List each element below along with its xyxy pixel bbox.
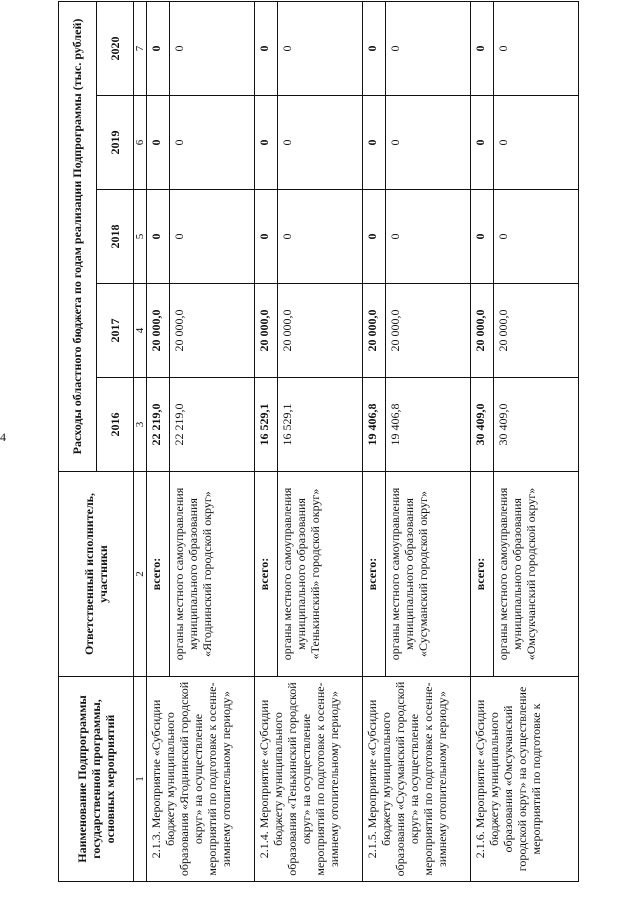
executor: органы местного самоуправления муниципального образования «Тенькинский» городской округ» <box>278 472 363 677</box>
header-name: Наименование Подпрограммы государственной программы, основных мероприятий <box>59 677 134 882</box>
rotated-page <box>58 2 618 882</box>
executor: органы местного самоуправления муниципального образования «Омсукчанский городской округ» <box>494 472 579 677</box>
exec-value: 0 <box>170 190 255 284</box>
expenses-table <box>58 1 579 882</box>
table-row <box>255 1 278 881</box>
column-number: 1 <box>134 677 147 882</box>
exec-value: 30 409,0 <box>494 378 579 472</box>
exec-value: 0 <box>386 1 471 95</box>
exec-value: 16 529,1 <box>278 378 363 472</box>
exec-value: 20 000,0 <box>386 284 471 378</box>
total-value: 0 <box>147 96 170 190</box>
exec-value: 22 219,0 <box>170 378 255 472</box>
exec-value: 0 <box>494 1 579 95</box>
exec-value: 0 <box>386 190 471 284</box>
header-expenses: Расходы областного бюджета по годам реализации Подпрограммы (тыс. рублей) <box>59 1 97 471</box>
total-label: всего: <box>471 472 494 677</box>
year-header: 2017 <box>96 284 134 378</box>
year-header: 2018 <box>96 190 134 284</box>
exec-value: 0 <box>494 190 579 284</box>
total-label: всего: <box>363 472 386 677</box>
total-value: 0 <box>255 96 278 190</box>
total-value: 0 <box>147 1 170 95</box>
total-label: всего: <box>255 472 278 677</box>
total-value: 19 406,8 <box>363 378 386 472</box>
column-number-row <box>134 1 147 881</box>
exec-value: 0 <box>494 96 579 190</box>
executor: органы местного самоуправления муниципального образования «Ягоднинский городской округ» <box>170 472 255 677</box>
exec-value: 20 000,0 <box>170 284 255 378</box>
year-header: 2016 <box>96 378 134 472</box>
column-number: 7 <box>134 1 147 95</box>
total-value: 16 529,1 <box>255 378 278 472</box>
exec-value: 20 000,0 <box>278 284 363 378</box>
total-value: 20 000,0 <box>147 284 170 378</box>
total-value: 0 <box>363 1 386 95</box>
exec-value: 20 000,0 <box>494 284 579 378</box>
exec-value: 0 <box>386 96 471 190</box>
column-number: 5 <box>134 190 147 284</box>
total-value: 0 <box>147 190 170 284</box>
measure-name: 2.1.5. Мероприятие «Субсидии бюджету муниципального образования «Сусуманский городской округ» на осуществление мероприятий по подготовке к осенне-зимнему отопительному периоду» <box>363 677 471 882</box>
header-row <box>59 1 97 881</box>
exec-value: 19 406,8 <box>386 378 471 472</box>
total-value: 0 <box>363 96 386 190</box>
total-value: 20 000,0 <box>363 284 386 378</box>
total-value: 0 <box>471 1 494 95</box>
table-row <box>471 1 494 881</box>
total-value: 20 000,0 <box>471 284 494 378</box>
total-label: всего: <box>147 472 170 677</box>
total-value: 0 <box>363 190 386 284</box>
table-row <box>147 1 170 881</box>
year-header: 2020 <box>96 1 134 95</box>
measure-name: 2.1.4. Мероприятие «Субсидии бюджету муниципального образования «Тенькинский городской округ» на осуществление мероприятий по подготовке к осенне-зимнему отопительному периоду» <box>255 677 363 882</box>
table-row <box>363 1 386 881</box>
total-value: 22 219,0 <box>147 378 170 472</box>
total-value: 0 <box>471 96 494 190</box>
total-value: 0 <box>471 190 494 284</box>
column-number: 2 <box>134 472 147 677</box>
total-value: 30 409,0 <box>471 378 494 472</box>
column-number: 4 <box>134 284 147 378</box>
exec-value: 0 <box>170 1 255 95</box>
exec-value: 0 <box>278 96 363 190</box>
exec-value: 0 <box>278 1 363 95</box>
column-number: 3 <box>134 378 147 472</box>
header-executor: Ответственный исполнитель, участники <box>59 472 134 677</box>
total-value: 0 <box>255 1 278 95</box>
total-value: 20 000,0 <box>255 284 278 378</box>
exec-value: 0 <box>278 190 363 284</box>
page-number: 4 <box>0 430 6 444</box>
executor: органы местного самоуправления муниципального образования «Сусуманский городской округ» <box>386 472 471 677</box>
column-number: 6 <box>134 96 147 190</box>
total-value: 0 <box>255 190 278 284</box>
measure-name: 2.1.6. Мероприятие «Субсидии бюджету муниципального образования «Омсукчанский городской округ» на осуществление мероприятий по подготовке к <box>471 677 579 882</box>
measure-name: 2.1.3. Мероприятие «Субсидии бюджету муниципального образования «Ягоднинский городской округ» на осуществление мероприятий по подготовке к осенне-зимнему отопительному периоду» <box>147 677 255 882</box>
year-header: 2019 <box>96 96 134 190</box>
exec-value: 0 <box>170 96 255 190</box>
